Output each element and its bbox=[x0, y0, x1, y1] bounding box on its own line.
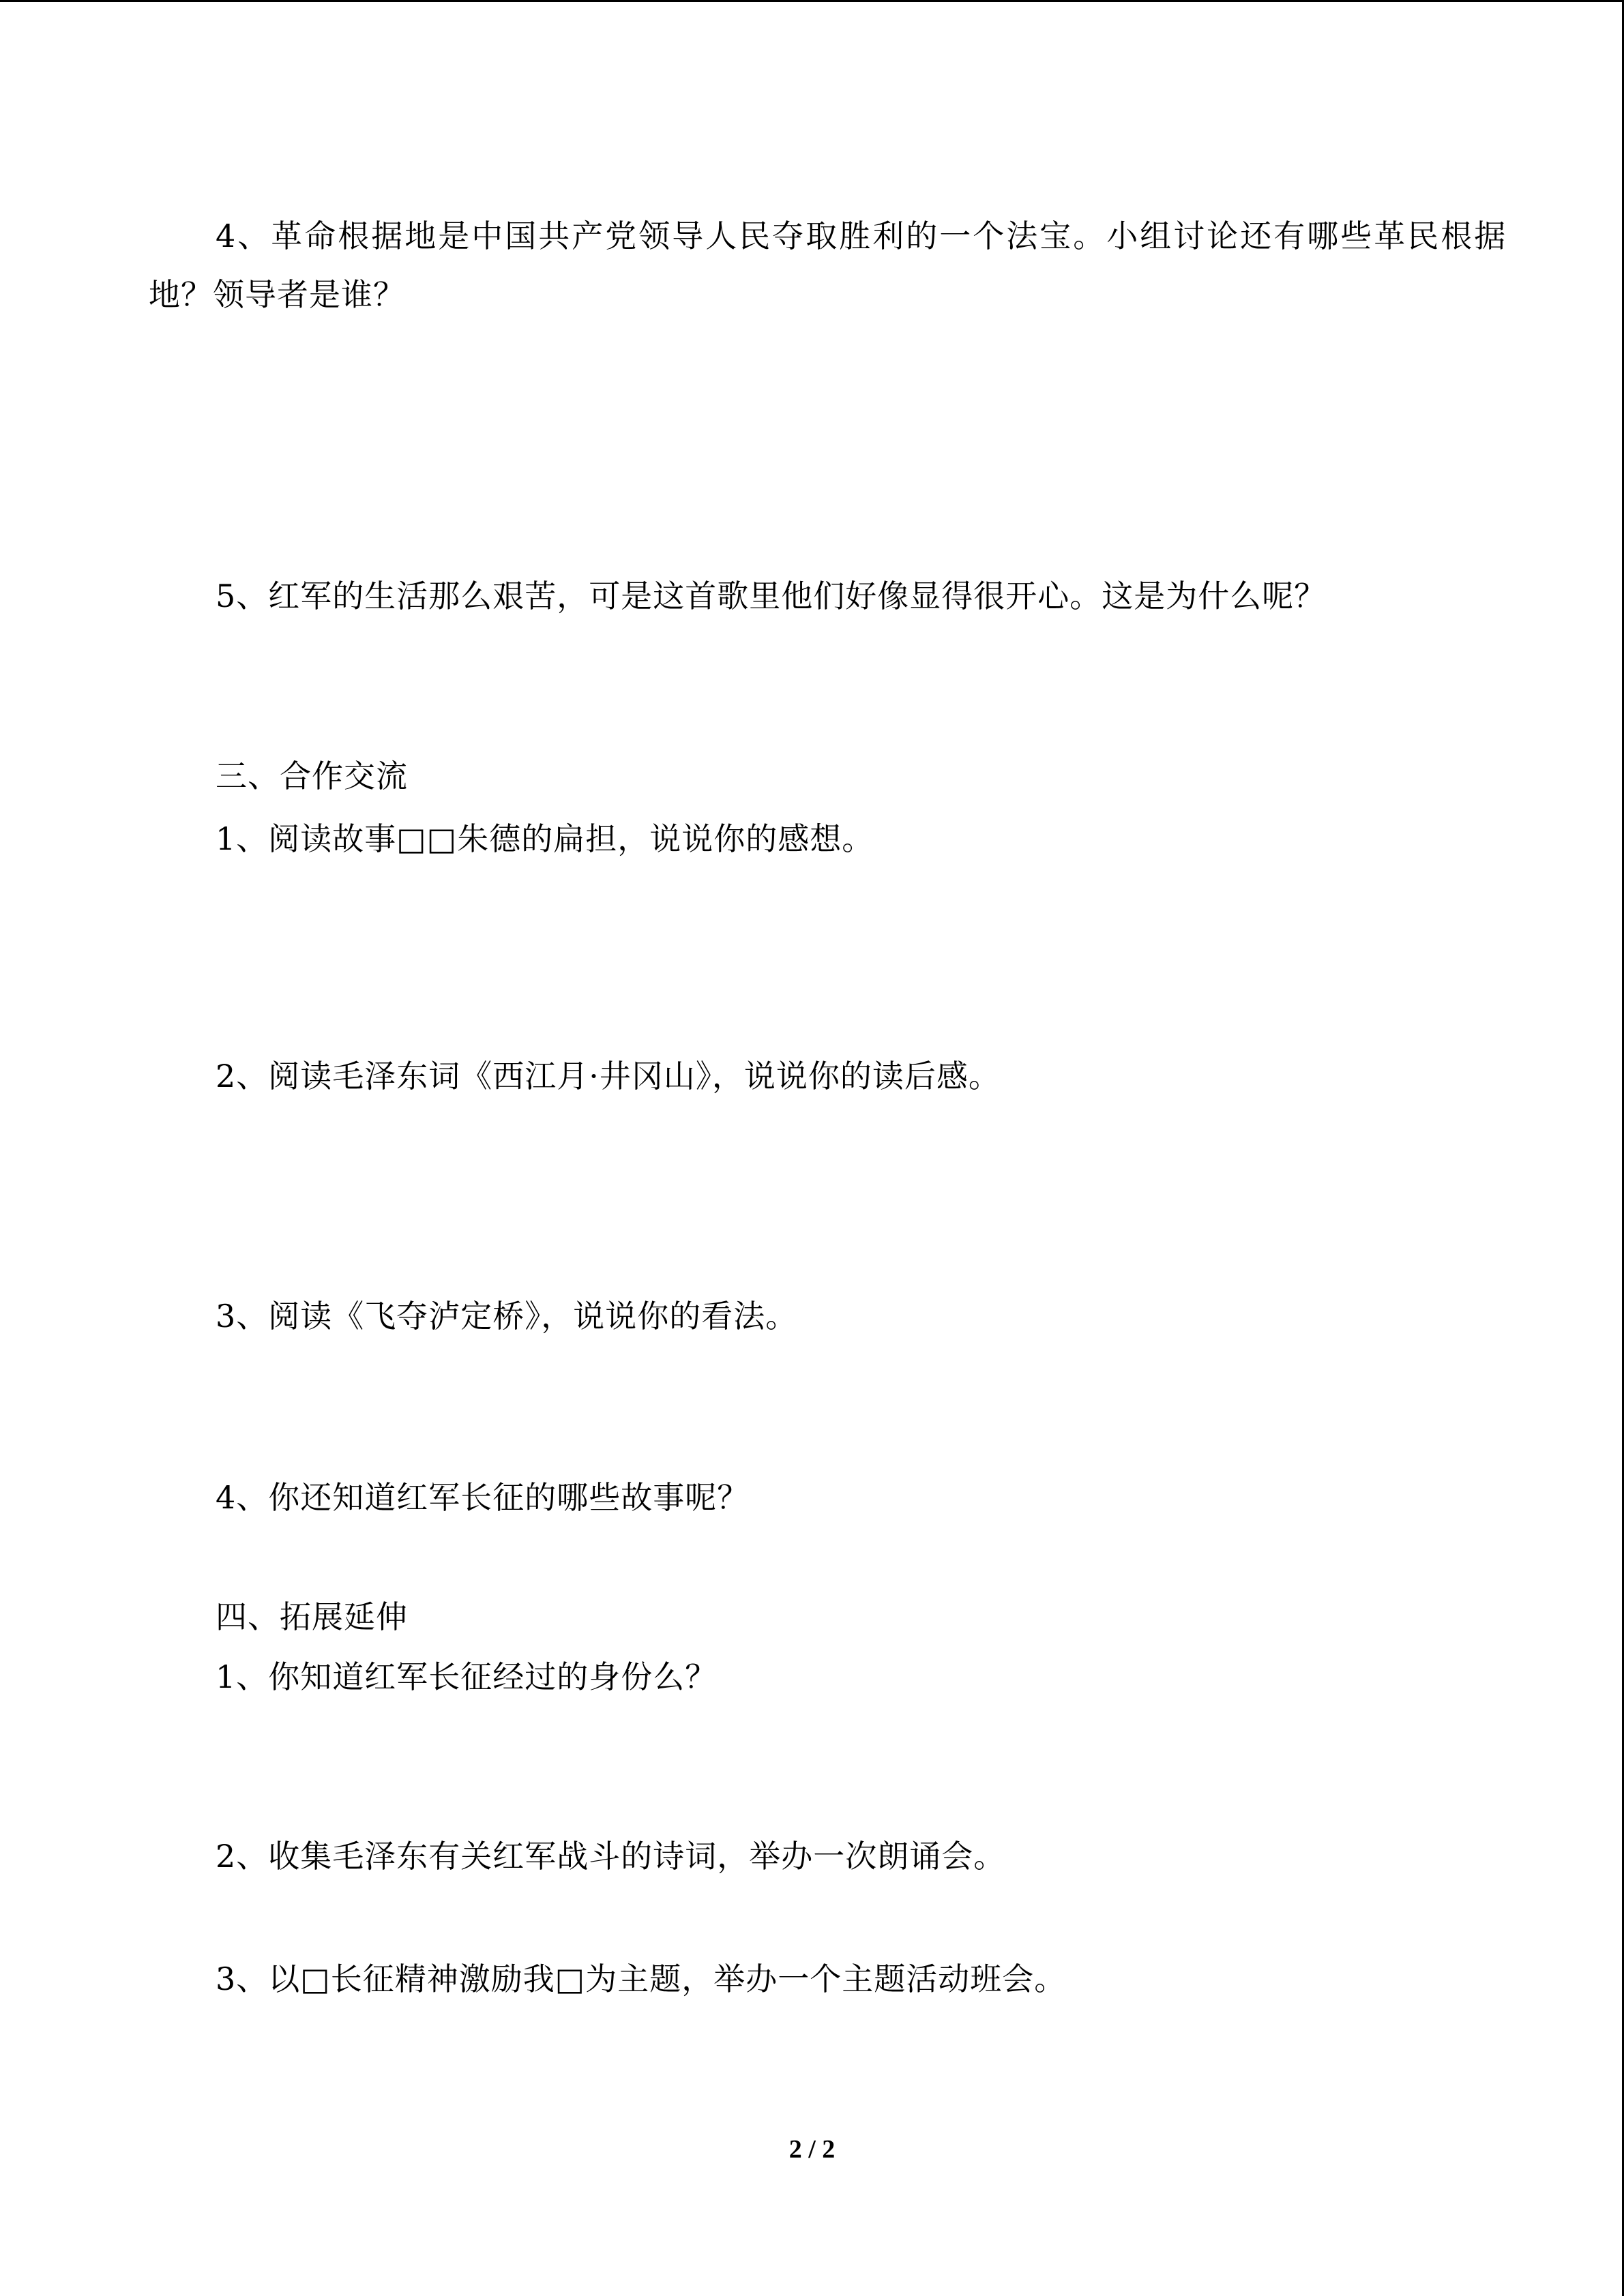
section-3-item-3: 3、阅读《飞夺泸定桥》，说说你的看法。 bbox=[216, 1298, 798, 1335]
section-4-item-2: 2、收集毛泽东有关红军战斗的诗词，举办一次朗诵会。 bbox=[216, 1838, 1006, 1875]
section-3-item-2: 2、阅读毛泽东词《西江月·井冈山》，说说你的读后感。 bbox=[216, 1058, 1001, 1094]
question-5: 5、红军的生活那么艰苦，可是这首歌里他们好像显得很开心。这是为什么呢？ bbox=[216, 578, 1327, 614]
section-3-heading: 三、合作交流 bbox=[216, 758, 408, 794]
page-border-top bbox=[0, 0, 1624, 2]
section-4-heading: 四、拓展延伸 bbox=[216, 1598, 408, 1635]
page-number: 2 / 2 bbox=[788, 2135, 836, 2164]
section-4-item-1: 1、你知道红军长征经过的身份么？ bbox=[216, 1658, 718, 1695]
section-3-item-4: 4、你还知道红军长征的哪些故事呢？ bbox=[216, 1479, 750, 1516]
question-4-line-1: 4、革命根据地是中国共产党领导人民夺取胜利的一个法宝。小组讨论还有哪些革民根据 bbox=[216, 218, 1508, 254]
section-4-item-3: 3、以□长征精神激励我□为主题，举办一个主题活动班会。 bbox=[216, 1960, 1067, 1997]
section-3-item-1: 1、阅读故事□□朱德的扁担，说说你的感想。 bbox=[216, 820, 874, 857]
question-4-line-2: 地？领导者是谁？ bbox=[149, 276, 405, 313]
